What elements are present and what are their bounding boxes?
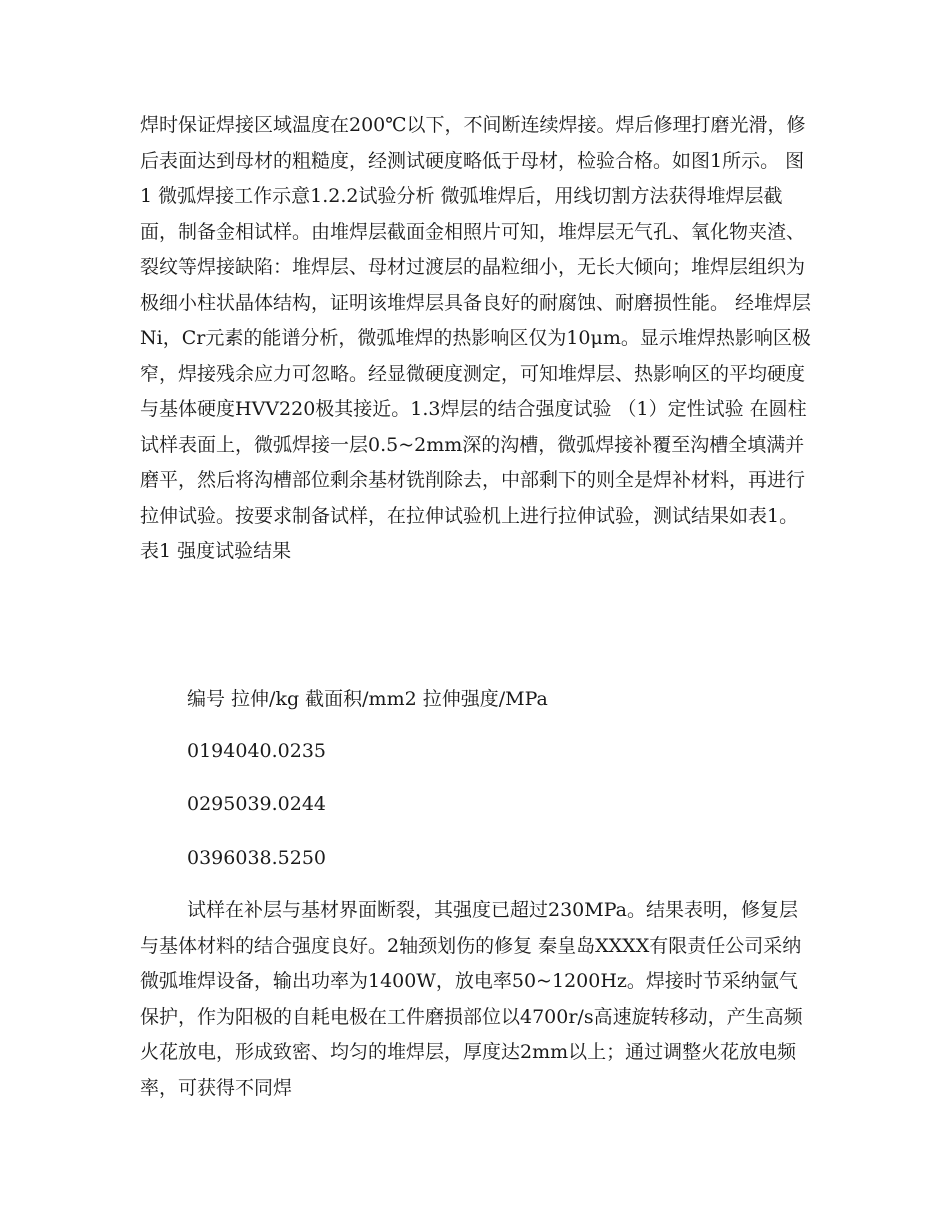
table-row: 0396038.5250 [187, 847, 327, 869]
table-header-line: 编号 拉伸/kg 截面积/mm2 拉伸强度/MPa [187, 688, 548, 710]
body-paragraph-1: 焊时保证焊接区域温度在200℃以下，不间断连续焊接。焊后修理打磨光滑，修后表面达到母材的粗糙度，经测试硬度略低于母材，检验合格。如图1所示。 图1 微弧焊接工作示意1.2.2试验分析 微弧堆焊后，用线切割方法获得堆焊层截面，制备金相试样。由堆焊层截面金相照片可知，堆焊层无气孔、氧化物夹渣、裂纹等焊接缺陷：堆焊层、母材过渡层的晶粒细小，无长大倾向；堆焊层组织为极细小柱状晶体结构，证明该堆焊层具备良好的耐腐蚀、耐磨损性能。 经堆焊层Ni，Cr元素的能谱分析，微弧堆焊的热影响区仅为10μm。显示堆焊热影响区极窄，焊接残余应力可忽略。经显微硬度测定，可知堆焊层、热影响区的平均硬度与基体硬度HVV220极其接近。1.3焊层的结合强度试验 （1）定性试验 在圆柱试样表面上，微弧焊接一层0.5~2mm深的沟槽，微弧焊接补覆至沟槽全填满并磨平，然后将沟槽部位剩余基材铣削除去，中部剩下的则全是焊补材料，再进行拉伸试验。按要求制备试样，在拉伸试验机上进行拉伸试验，测试结果如表1。 表1 强度试验结果 [140, 114, 812, 562]
table-row: 0295039.0244 [187, 793, 327, 815]
table-row: 0194040.0235 [187, 740, 327, 762]
body-paragraph-2: 试样在补层与基材界面断裂，其强度已超过230MPa。结果表明，修复层与基体材料的结合强度良好。2轴颈划伤的修复 秦皇岛XXXX有限责任公司采纳微弧堆焊设备，输出功率为1400W，放电率50~1200Hz。焊接时节采纳氩气保护，作为阳极的自耗电极在工件磨损部位以4700r/s高速旋转移动，产生高频火花放电，形成致密、均匀的堆焊层，厚度达2mm以上；通过调整火花放电频率，可获得不同焊 [140, 899, 803, 1099]
